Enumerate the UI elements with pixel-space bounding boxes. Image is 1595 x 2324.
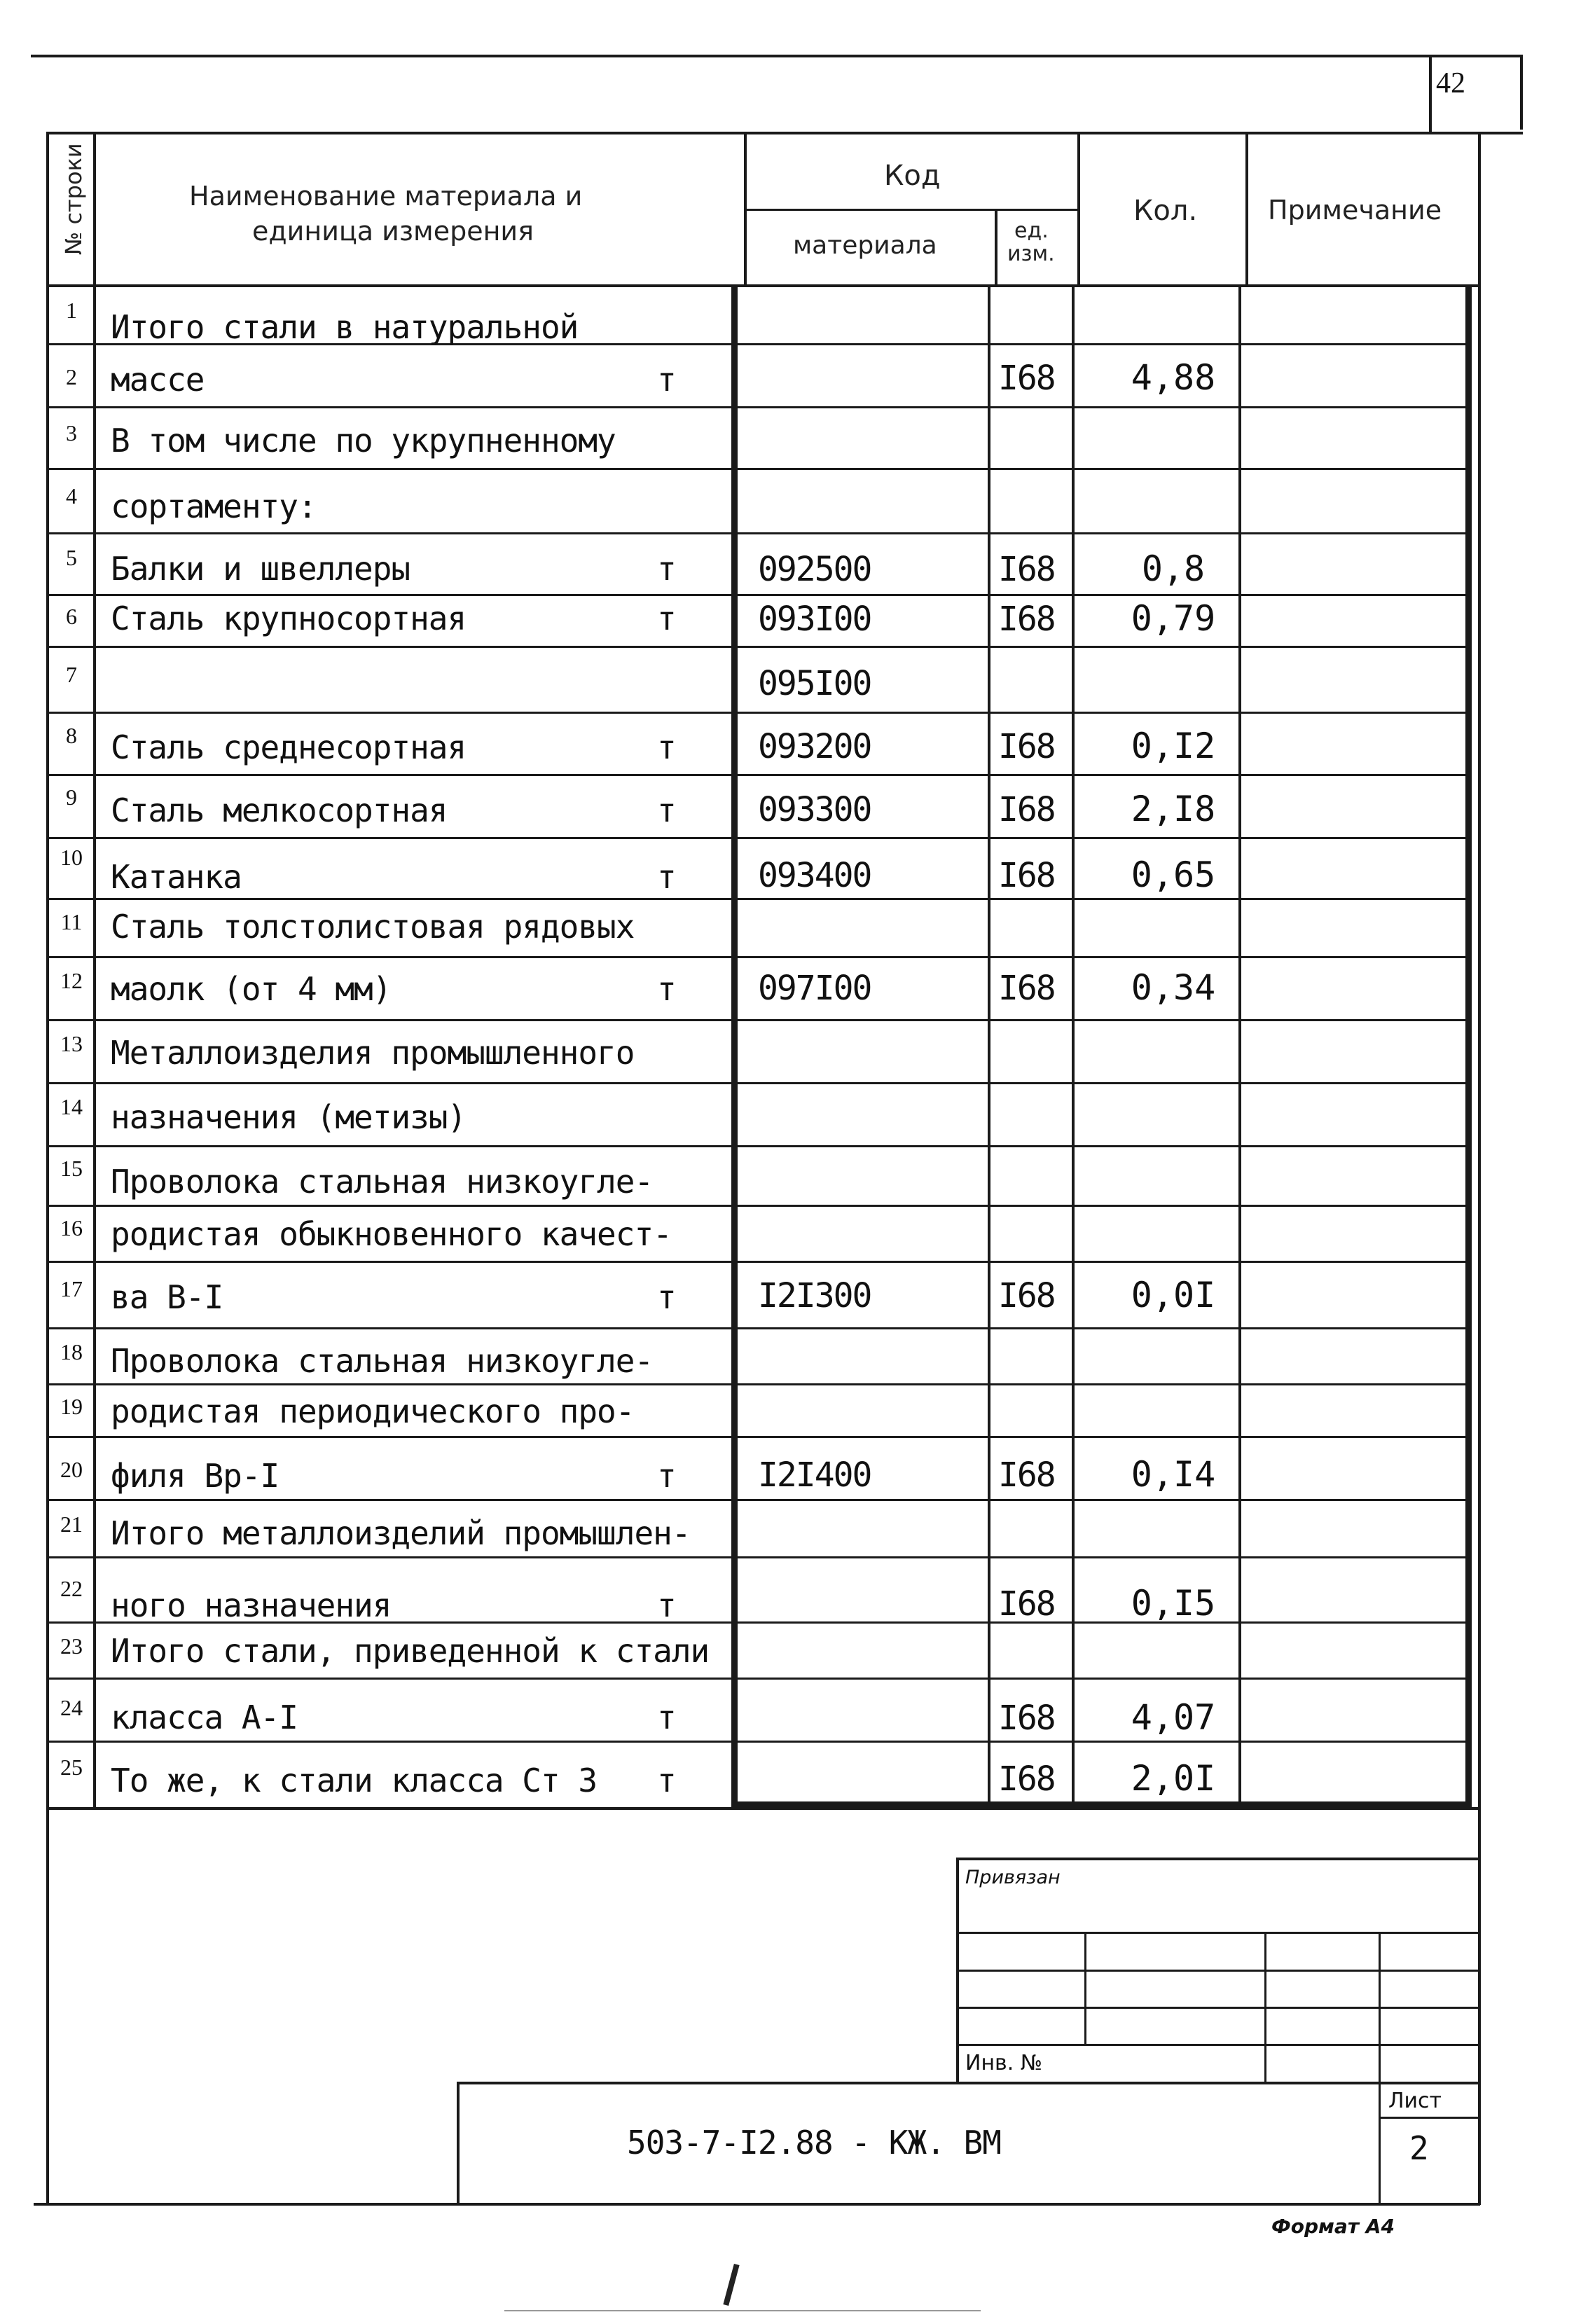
material-name: Сталь мелкосортная [111,791,448,829]
material-name: Проволока стальная низкоугле- [111,1342,654,1380]
material-name: Балки и швеллеры [111,550,410,588]
material-name: Катанка [111,858,242,896]
stamp-col-1 [1084,1932,1086,2044]
row-number: 14 [60,1094,83,1119]
material-name: Сталь крупносортная [111,600,467,637]
page-number-box-left [1429,55,1432,132]
material-name: Итого стали, приведенной к стали [111,1632,710,1670]
material-name: Сталь толстолистовая рядовых [111,908,635,946]
unit: т [657,791,677,829]
row-line [46,898,1468,900]
row-line [46,1082,1468,1084]
row-number: 13 [60,1031,83,1056]
header-div-1 [93,132,96,287]
stamp-line-1 [956,1932,1480,1934]
material-name: Сталь среднесортная [111,728,467,766]
unit-code: I68 [998,969,1055,1008]
unit: т [657,600,677,637]
quantity: 0,65 [1131,855,1216,895]
row-line [46,1019,1468,1021]
row-number: 12 [60,968,83,993]
material-name: маолк (от 4 мм) [111,970,392,1008]
unit: т [657,550,677,588]
row-number: 9 [66,784,77,810]
row-number: 16 [60,1215,83,1240]
material-code: 092500 [758,550,871,589]
attached-label: Привязан [965,1867,1061,1888]
row-number: 20 [60,1457,83,1482]
material-name: В том числе по укрупненному [111,422,616,459]
unit: т [657,361,677,399]
body-bottom [46,1807,1481,1810]
row-no-header: № строки [60,143,87,255]
unit: т [657,970,677,1008]
col-qty-right [1238,287,1241,1807]
qty-header: Кол. [1133,195,1198,227]
stamp-line-2 [956,1970,1480,1972]
unit: т [657,1278,677,1316]
page-right-border [1520,55,1523,130]
top-border [31,55,1523,57]
frame-left [46,132,49,2205]
row-line [46,646,1468,648]
title-block-top [457,2082,1479,2084]
col-right-bold [1465,287,1472,1807]
unit-code: I68 [998,359,1055,398]
quantity: 2,I8 [1131,789,1216,829]
row-line [46,1556,1468,1558]
col-rownum [93,287,96,1807]
row-number: 22 [60,1576,83,1601]
unit: т [657,728,677,766]
material-name: Итого стали в натуральной [111,308,579,346]
material-name: родистая обыкновенного качест- [111,1215,672,1253]
material-name: сортаменту: [111,487,317,525]
material-code: 097I00 [758,969,871,1008]
header-code-split [744,209,1079,211]
material-code: 093300 [758,790,871,829]
unit-code: I68 [998,1276,1055,1315]
row-number: 8 [66,723,77,748]
row-number: 1 [66,298,77,323]
unit-header-2: изм. [1007,242,1055,266]
row-number: 11 [60,909,83,934]
frame-bottom [34,2203,1480,2206]
unit: т [657,1457,677,1495]
material-name: Проволока стальная низкоугле- [111,1163,654,1201]
material-name: назначения (метизы) [111,1098,467,1136]
quantity: 4,88 [1131,357,1216,398]
row-line [46,406,1468,408]
frame-right [1478,132,1481,2205]
unit-header-1: ед. [1014,219,1049,243]
unit-code: I68 [998,1455,1055,1495]
row-line [46,1205,1468,1207]
material-code: I2I300 [758,1276,871,1315]
header-div-5 [1245,132,1248,287]
quantity: 0,34 [1131,967,1216,1008]
page-number: 42 [1436,67,1465,99]
row-line [46,594,1468,596]
frame-top [46,132,1523,134]
row-number: 5 [66,545,77,570]
material-code: 093400 [758,856,871,895]
material-code: 095I00 [758,664,871,703]
row-line [46,1678,1468,1680]
row-number: 21 [60,1512,83,1537]
quantity: 0,I5 [1131,1583,1216,1624]
name-header-line2: единица измерения [252,216,534,247]
quantity: 0,I4 [1131,1454,1216,1495]
material-name: Металлоизделия промышленного [111,1034,635,1072]
material-name: филя Вр-I [111,1457,279,1495]
unit-code: I68 [998,727,1055,766]
material-code: I2I400 [758,1455,871,1495]
sheet-number: 2 [1409,2129,1429,2167]
material-name: родистая периодического про- [111,1392,635,1430]
unit-code: I68 [998,1699,1055,1738]
unit-code: I68 [998,1584,1055,1624]
material-name: массе [111,361,205,399]
document-code: 503-7-I2.88 - КЖ. ВМ [627,2124,1001,2162]
unit-code: I68 [998,856,1055,895]
row-number: 7 [66,662,77,687]
row-line [46,1261,1468,1263]
scan-artifact-mark [723,2264,739,2306]
row-number: 15 [60,1156,83,1181]
name-header-line1: Наименование материала и [189,181,583,212]
material-header: материала [793,231,937,260]
material-code: 093I00 [758,600,871,639]
quantity: 0,79 [1131,598,1216,639]
row-line [46,1741,1468,1743]
material-name: ва В-I [111,1278,223,1316]
row-number: 3 [66,420,77,445]
unit: т [657,1762,677,1799]
sheet-label-line [1379,2117,1480,2119]
title-block-left [457,2082,460,2205]
unit: т [657,1586,677,1624]
row-line [46,1383,1468,1385]
note-header: Примечание [1268,195,1442,226]
row-number: 19 [60,1394,83,1419]
material-code: 093200 [758,727,871,766]
col-code-left [731,287,738,1807]
row-number: 17 [60,1276,83,1301]
stamp-col-3 [1379,1932,1381,2205]
unit: т [657,858,677,896]
header-bottom [46,284,1481,287]
unit-code: I68 [998,1759,1055,1799]
row-line [46,1436,1468,1438]
row-line [46,712,1468,714]
material-name: ного назначения [111,1586,392,1624]
row-number: 4 [66,483,77,509]
quantity: 0,8 [1141,548,1206,589]
sheet-label: Лист [1388,2089,1442,2113]
unit-code: I68 [998,790,1055,829]
unit-code: I68 [998,550,1055,589]
row-line [46,1327,1468,1329]
row-line [46,1145,1468,1147]
material-name: Итого металлоизделий промышлен- [111,1514,691,1552]
format-label: Формат А4 [1271,2215,1395,2238]
quantity: 4,07 [1131,1697,1216,1738]
row-number: 18 [60,1339,83,1364]
quantity: 0,I2 [1131,726,1216,766]
stamp-line-4 [956,2044,1480,2046]
material-name: класса А-I [111,1699,298,1736]
header-div-3 [995,210,997,287]
row-number: 6 [66,604,77,629]
row-number: 10 [60,845,83,870]
row-line [46,956,1468,958]
unit: т [657,1699,677,1736]
row-line [46,774,1468,776]
row-number: 23 [60,1633,83,1659]
row-number: 24 [60,1695,83,1720]
scan-artifact-line [504,2310,981,2311]
quantity: 0,0I [1131,1275,1216,1315]
col-code-right [988,287,990,1807]
row-line [46,837,1468,839]
inv-no-label: Инв. № [965,2051,1043,2075]
row-line [46,1499,1468,1501]
material-name: То же, к стали класса Ст 3 [111,1762,598,1799]
stamp-col-2 [1264,1932,1266,2082]
unit-code: I68 [998,600,1055,639]
row-line [46,468,1468,470]
code-header: Код [884,160,941,192]
row-number: 2 [66,364,77,389]
quantity: 2,0I [1131,1758,1216,1799]
col-unit-right [1072,287,1075,1807]
row-line [46,532,1468,534]
row-number: 25 [60,1755,83,1780]
stamp-top [956,1858,1480,1860]
stamp-line-3 [956,2007,1480,2009]
